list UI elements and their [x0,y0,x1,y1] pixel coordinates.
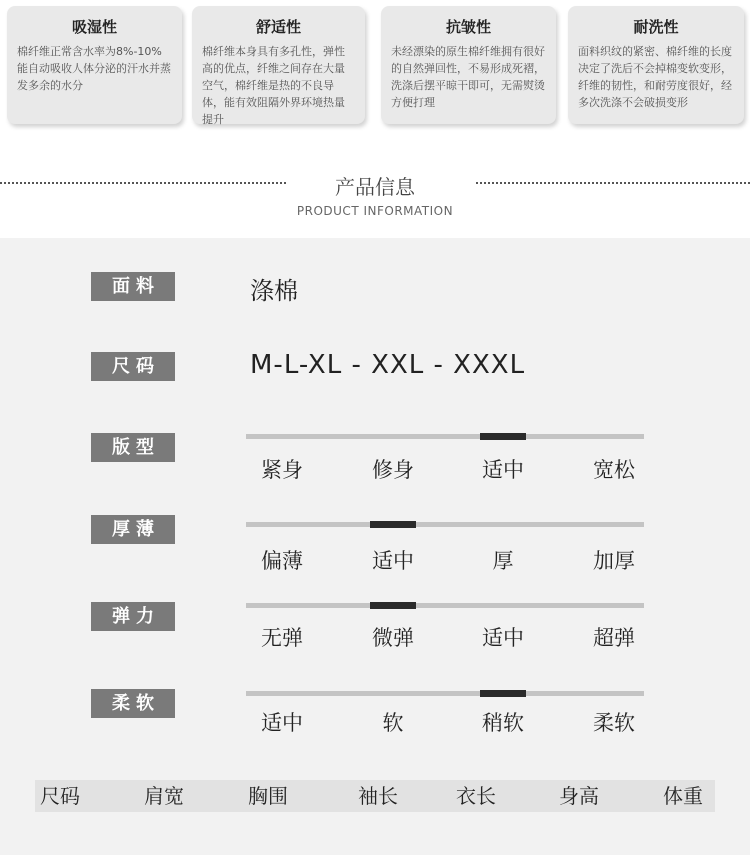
elasticity-option: 微弹 [372,626,414,650]
softness-option: 柔软 [593,711,635,735]
material-label: 面料 [91,272,175,301]
elasticity-scale-track [246,603,644,608]
thickness-scale-marker [370,521,416,528]
fit-option: 适中 [482,458,524,482]
softness-scale-track [246,691,644,696]
elasticity-option: 超弹 [593,626,635,650]
size-table-col: 胸围 [248,784,288,808]
elasticity-label: 弹力 [91,602,175,631]
softness-scale-marker [480,690,526,697]
size-label: 尺码 [91,352,175,381]
size-table-col: 衣长 [456,784,496,808]
feature-card-comfort [192,6,365,124]
fit-scale-track [246,434,644,439]
size-table-col: 肩宽 [144,784,184,808]
thickness-scale-track [246,522,644,527]
elasticity-option: 适中 [482,626,524,650]
feature-title: 吸湿性 [71,18,117,36]
size-value: M-L-XL - XXL - XXXL [250,350,526,380]
softness-option: 软 [382,711,404,735]
feature-title: 舒适性 [255,18,301,36]
feature-text: 棉纤维正常含水率为8%-10%能自动吸收人体分泌的汗水并蒸发多余的水分 [17,45,171,92]
size-table-col: 袖长 [358,784,398,808]
thickness-option: 加厚 [593,549,635,573]
fit-option: 紧身 [261,458,303,482]
elasticity-option: 无弹 [261,626,303,650]
section-subtitle: PRODUCT INFORMATION [296,204,454,218]
softness-option: 稍软 [482,711,524,735]
feature-title: 耐洗性 [633,18,679,36]
thickness-option: 偏薄 [261,549,303,573]
feature-text: 未经漂染的原生棉纤维拥有很好的自然弹回性，不易形成死褶，洗涤后摆平晾干即可，无需熨烫方便打理 [391,45,545,109]
fit-option: 修身 [372,458,414,482]
fit-label: 版型 [91,433,175,462]
fit-scale-marker [480,433,526,440]
thickness-option: 厚 [492,549,514,573]
softness-label: 柔软 [91,689,175,718]
softness-option: 适中 [261,711,303,735]
fit-option: 宽松 [593,458,635,482]
section-title: 产品信息 [335,175,415,199]
feature-card-moisture [7,6,182,124]
thickness-option: 适中 [372,549,414,573]
size-table-col: 身高 [559,784,599,808]
feature-card-washable [568,6,744,124]
elasticity-scale-marker [370,602,416,609]
size-table-header [35,780,715,812]
material-value: 涤棉 [250,277,298,305]
feature-card-wrinkle [381,6,556,124]
size-table-col: 尺码 [40,784,80,808]
thickness-label: 厚薄 [91,515,175,544]
size-table-col: 体重 [663,784,703,808]
feature-text: 棉纤维本身具有多孔性，弹性高的优点，纤维之间存在大量空气，棉纤维是热的不良导体，能有效阻隔外界环境热量提升 [202,45,345,126]
feature-text: 面料织纹的紧密、棉纤维的长度决定了洗后不会掉棉变软变形，纤维的韧性，和耐劳度很好，经多次洗涤不会破损变形 [578,45,732,109]
feature-title: 抗皱性 [445,18,491,36]
